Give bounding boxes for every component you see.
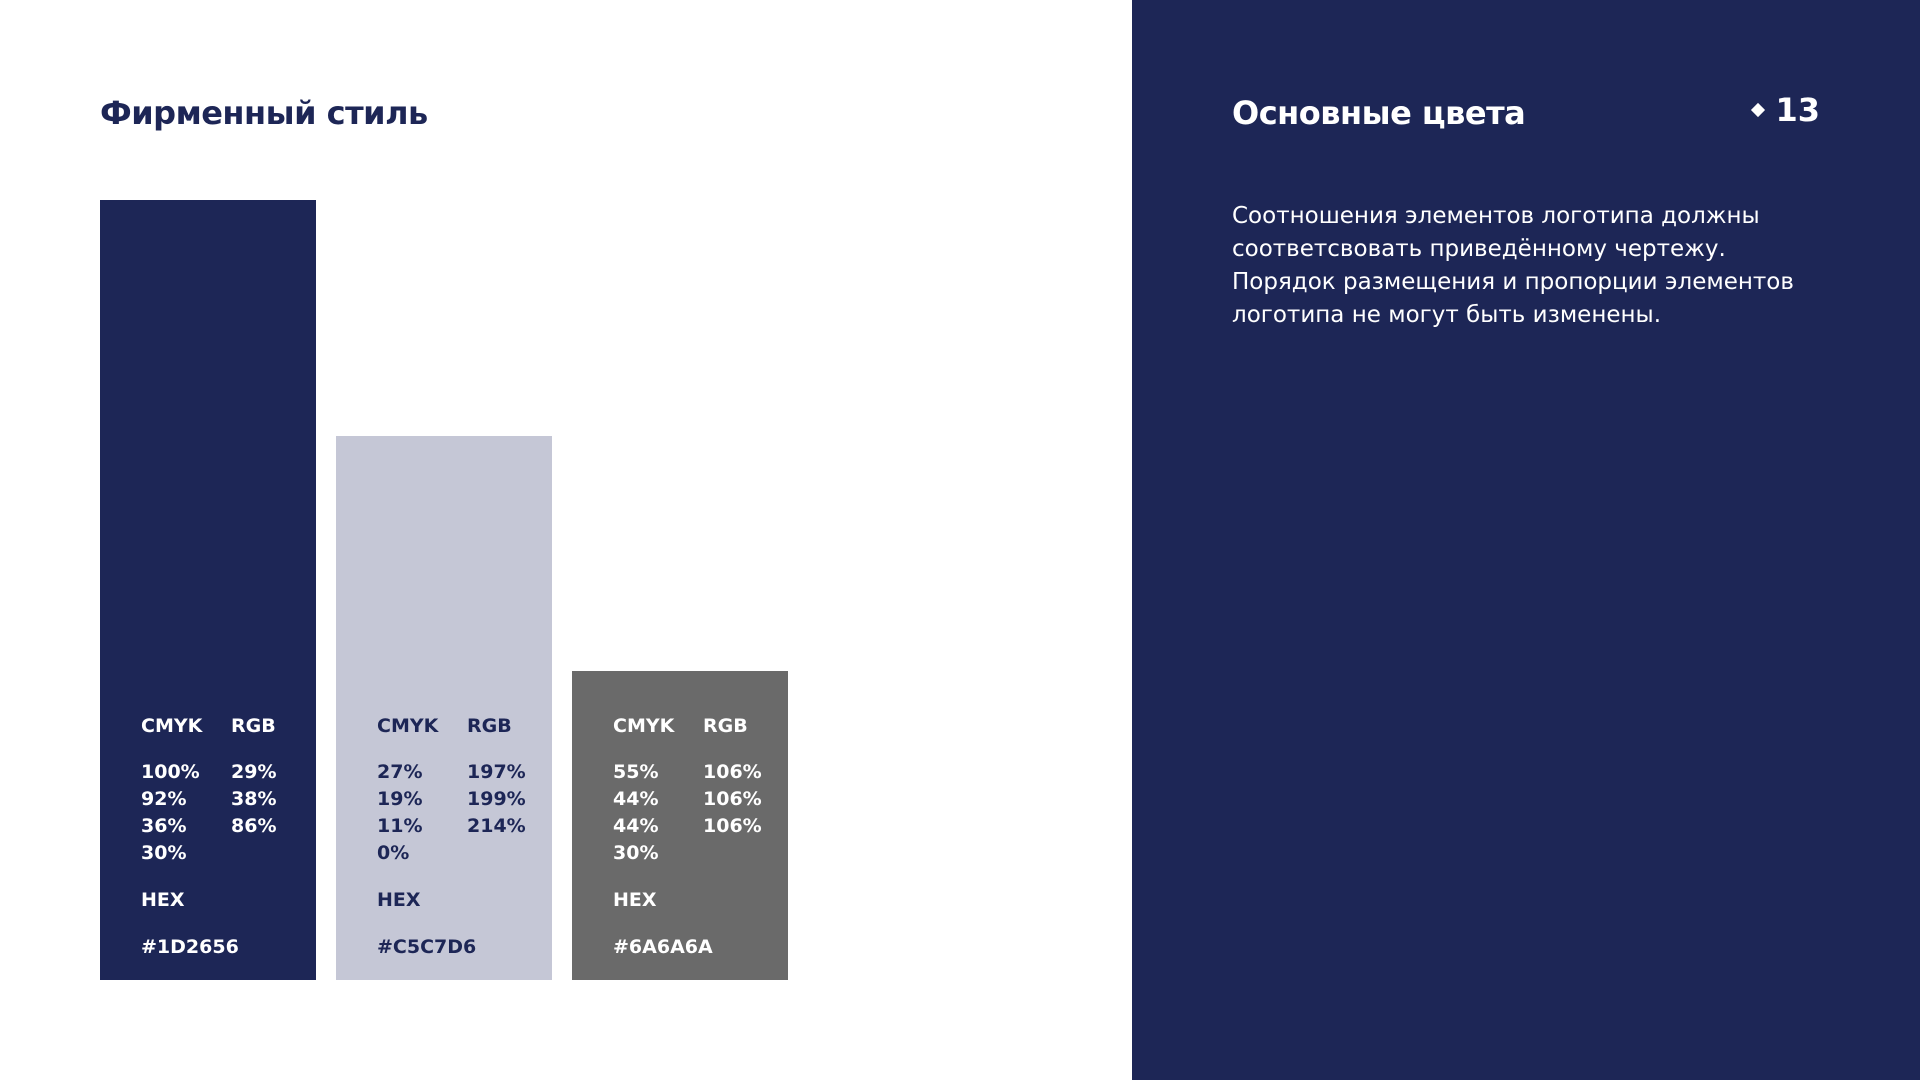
rgb-label: RGB xyxy=(703,715,748,737)
hex-value: #1D2656 xyxy=(141,936,239,958)
color-swatch-gray xyxy=(572,671,788,980)
cmyk-y: 36% xyxy=(141,815,187,837)
rgb-g: 38% xyxy=(231,788,277,810)
rgb-label: RGB xyxy=(231,715,276,737)
rgb-values xyxy=(703,759,773,867)
cmyk-label: CMYK xyxy=(377,715,439,737)
cmyk-k: 0% xyxy=(377,842,410,864)
swatch-info xyxy=(141,713,301,960)
page-title: Фирменный стиль xyxy=(100,94,428,132)
rgb-values xyxy=(231,759,301,867)
cmyk-c: 27% xyxy=(377,761,423,783)
cmyk-y: 11% xyxy=(377,815,423,837)
cmyk-c: 100% xyxy=(141,761,200,783)
color-swatch-navy xyxy=(100,200,316,980)
hex-label: HEX xyxy=(613,889,657,911)
cmyk-m: 19% xyxy=(377,788,423,810)
diamond-icon xyxy=(1751,103,1765,117)
cmyk-values xyxy=(377,759,467,867)
cmyk-values xyxy=(141,759,231,867)
section-description: Соотношения элементов логотипа должны соответсвовать приведённому чертежу. Порядок размещения и пропорции элементов логотипа не могут быть изменены. xyxy=(1232,203,1794,328)
cmyk-y: 44% xyxy=(613,815,659,837)
swatch-info xyxy=(613,713,773,960)
cmyk-c: 55% xyxy=(613,761,659,783)
hex-value: #6A6A6A xyxy=(613,936,713,958)
hex-label: HEX xyxy=(141,889,185,911)
rgb-b: 106% xyxy=(703,815,762,837)
rgb-g: 199% xyxy=(467,788,526,810)
rgb-r: 197% xyxy=(467,761,526,783)
right-panel xyxy=(1132,0,1920,1080)
rgb-b: 86% xyxy=(231,815,277,837)
cmyk-m: 44% xyxy=(613,788,659,810)
cmyk-label: CMYK xyxy=(613,715,675,737)
cmyk-values xyxy=(613,759,703,867)
hex-value: #C5C7D6 xyxy=(377,936,477,958)
rgb-r: 29% xyxy=(231,761,277,783)
swatch-info xyxy=(377,713,537,960)
rgb-values xyxy=(467,759,537,867)
section-title: Основные цвета xyxy=(1232,94,1526,132)
color-swatch-light-gray xyxy=(336,436,552,980)
page-number-wrap xyxy=(1753,91,1820,129)
cmyk-k: 30% xyxy=(141,842,187,864)
cmyk-label: CMYK xyxy=(141,715,203,737)
rgb-label: RGB xyxy=(467,715,512,737)
rgb-b: 214% xyxy=(467,815,526,837)
cmyk-m: 92% xyxy=(141,788,187,810)
rgb-g: 106% xyxy=(703,788,762,810)
rgb-r: 106% xyxy=(703,761,762,783)
hex-label: HEX xyxy=(377,889,421,911)
cmyk-k: 30% xyxy=(613,842,659,864)
page-number: 13 xyxy=(1775,91,1820,129)
